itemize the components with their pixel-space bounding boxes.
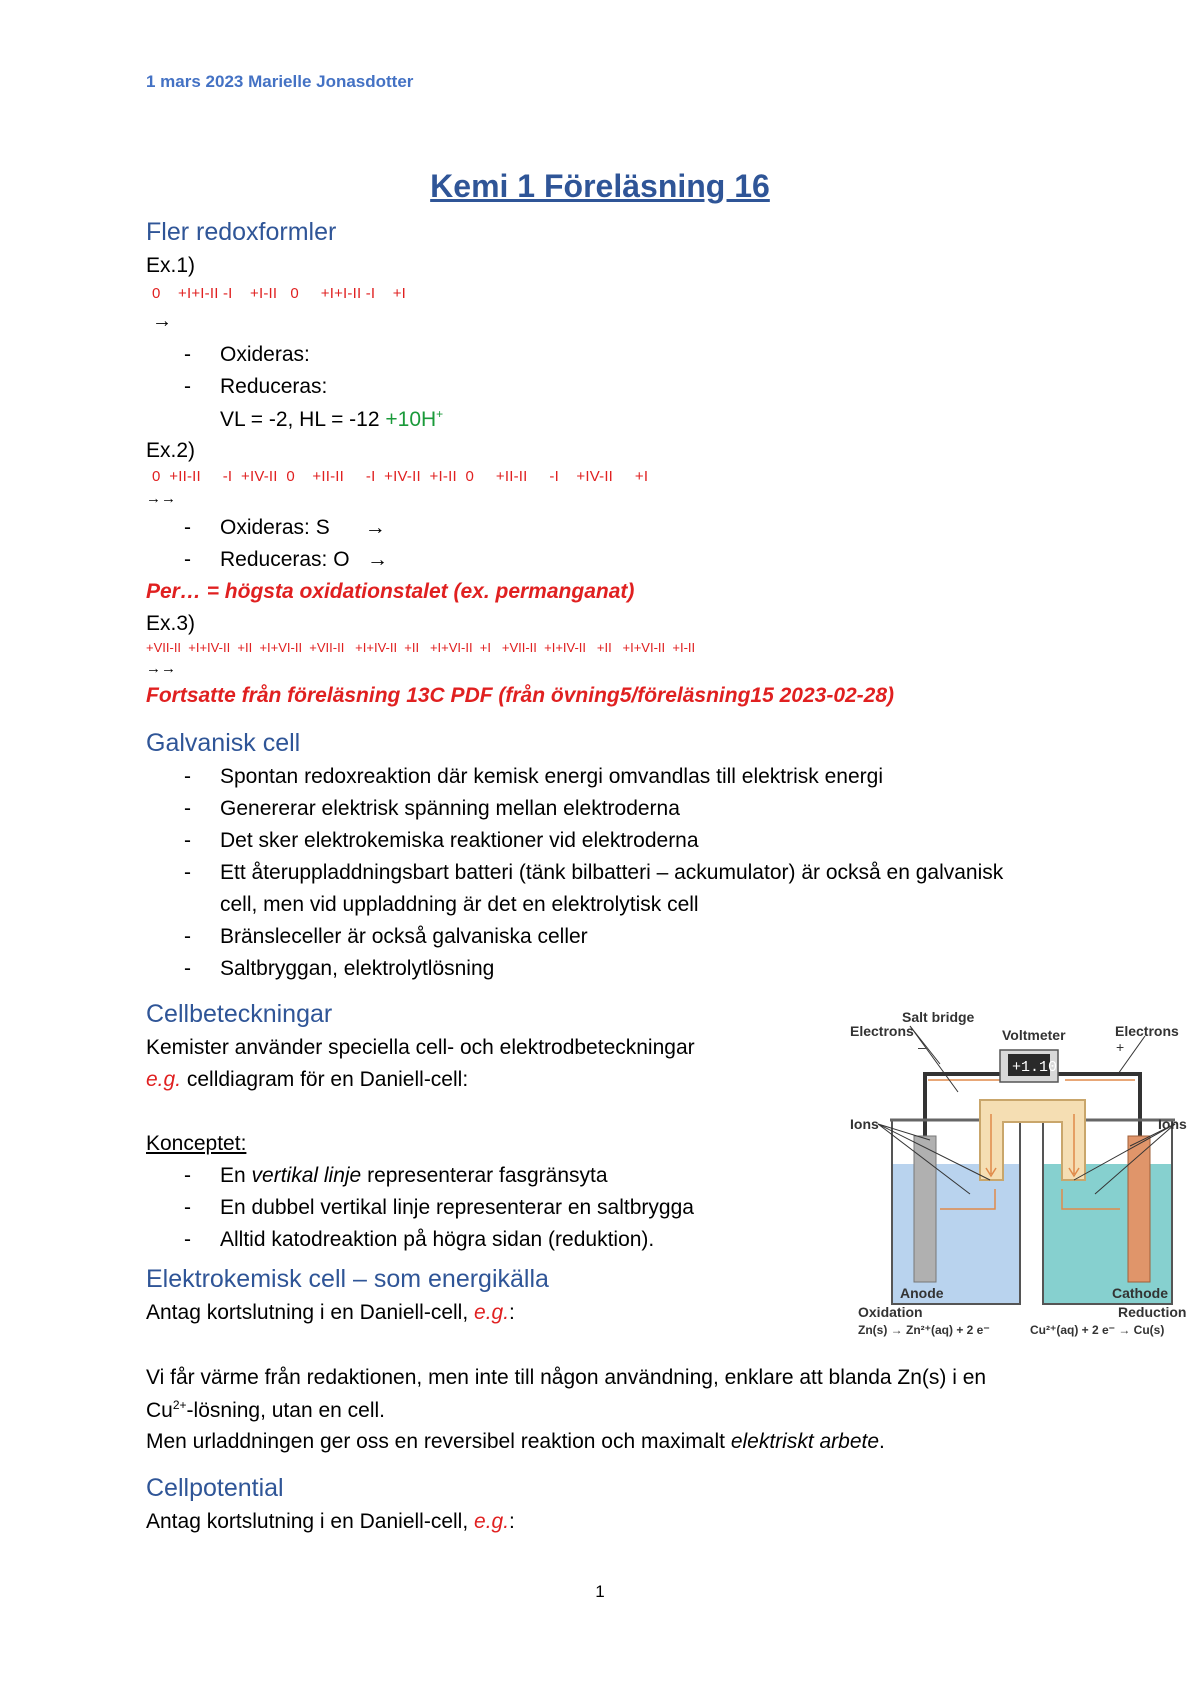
s4-line1-post: : bbox=[509, 1301, 515, 1324]
concept-label: Konceptet: bbox=[146, 1132, 247, 1155]
concept-item-it: vertikal linje bbox=[251, 1164, 362, 1187]
heading-cellpotential: Cellpotential bbox=[146, 1474, 284, 1502]
concept-item-pre: En dubbel vertikal linje representerar en saltbrygga bbox=[220, 1196, 694, 1219]
bullet-dash: - bbox=[184, 765, 191, 788]
vl-hl-text: VL = -2, HL = -12 bbox=[220, 408, 386, 431]
ex1-arrow: → bbox=[152, 310, 172, 332]
bullet-dash: - bbox=[184, 375, 191, 398]
ex2-reduceras: Reduceras: O → bbox=[220, 548, 389, 571]
ex2-label: Ex.2) bbox=[146, 439, 196, 462]
heading-galvanisk-cell: Galvanisk cell bbox=[146, 729, 301, 757]
continued-note: Fortsatte från föreläsning 13C PDF (från övning5/föreläsning15 2023-02-28) bbox=[146, 684, 895, 707]
bullet-dash: - bbox=[184, 548, 191, 571]
s4-p2-pre: Cu bbox=[146, 1399, 173, 1422]
bullet-dash: - bbox=[184, 797, 191, 820]
electrons-right-label: Electrons bbox=[1115, 1023, 1179, 1039]
concept-list-item bbox=[220, 1228, 654, 1252]
bullet-dash: - bbox=[184, 957, 191, 980]
ex2-oxidation-numbers: 0 +II-II -I +IV-II 0 +II-II -I +IV-II +I-II 0 +II-II -I +IV-II +I bbox=[152, 468, 649, 485]
s4-p3-post: . bbox=[879, 1430, 885, 1453]
bullet-dash: - bbox=[184, 1228, 191, 1251]
concept-item-pre: En bbox=[220, 1164, 252, 1187]
s5-line1-pre: Antag kortslutning i en Daniell-cell, bbox=[146, 1510, 475, 1533]
heading-redox: Fler redoxformler bbox=[146, 218, 337, 246]
oxidation-equation: Zn(s) → Zn²⁺(aq) + 2 e⁻ bbox=[858, 1323, 990, 1337]
bullet-dash: - bbox=[184, 1196, 191, 1219]
s4-p3-pre: Men urladdningen ger oss en reversibel reaktion och maximalt bbox=[146, 1430, 731, 1453]
s4-p3 bbox=[146, 1430, 885, 1454]
cathode-electrode bbox=[1128, 1136, 1150, 1282]
eg-red: e.g. bbox=[146, 1068, 182, 1091]
voltmeter-label: Voltmeter bbox=[1002, 1027, 1066, 1043]
galvanic-cell-figure bbox=[850, 1004, 1200, 1337]
ex1-reduceras: Reduceras: bbox=[220, 375, 328, 398]
plus-sign: + bbox=[1116, 1039, 1125, 1055]
anode-label: Anode bbox=[900, 1285, 944, 1301]
ex3-oxidation-numbers: +VII-II +I+IV-II +II +I+VI-II +VII-II +I+IV-II +II +I+VI-II +I +VII-II +I+IV-II +II +I+VI-II +I-II bbox=[146, 640, 696, 655]
s4-p2-sup: 2+ bbox=[172, 1398, 187, 1412]
galvanic-list-item: Det sker elektrokemiska reaktioner vid elektroderna bbox=[220, 829, 699, 852]
s4-p2 bbox=[146, 1398, 385, 1423]
bullet-dash: - bbox=[184, 861, 191, 884]
ex2-arrows: →→ bbox=[146, 490, 176, 507]
oxidation-label: Oxidation bbox=[858, 1304, 923, 1320]
heading-cellbeteckningar: Cellbeteckningar bbox=[146, 1000, 333, 1028]
concept-list-item bbox=[220, 1164, 608, 1188]
ex1-vl-hl bbox=[220, 407, 443, 432]
ex1-label: Ex.1) bbox=[146, 254, 196, 277]
ions-right-label: Ions bbox=[1158, 1116, 1187, 1132]
salt-bridge-pointer bbox=[910, 1026, 958, 1092]
cellbeteckningar-line1: Kemister använder speciella cell- och elektrodbeteckningar bbox=[146, 1036, 695, 1059]
concept-list-item bbox=[220, 1196, 694, 1220]
left-solution bbox=[893, 1164, 1019, 1303]
s5-line1-post: : bbox=[509, 1510, 515, 1533]
ions-left-label: Ions bbox=[850, 1116, 879, 1132]
cathode-label: Cathode bbox=[1112, 1285, 1168, 1301]
right-solution bbox=[1044, 1164, 1171, 1303]
vl-hl-sup: + bbox=[436, 407, 444, 421]
galvanic-list-item: Bränsleceller är också galvaniska celler bbox=[220, 925, 588, 948]
heading-elektrokemisk-cell: Elektrokemisk cell – som energikälla bbox=[146, 1265, 549, 1293]
ex1-oxidation-numbers: 0 +I+I-II -I +I-II 0 +I+I-II -I +I bbox=[152, 285, 407, 302]
page-title: Kemi 1 Föreläsning 16 bbox=[430, 168, 770, 204]
bullet-dash: - bbox=[184, 516, 191, 539]
ex3-arrows: →→ bbox=[146, 660, 176, 677]
cellbeteckningar-line2 bbox=[146, 1068, 468, 1092]
ex1-oxideras: Oxideras: bbox=[220, 343, 310, 366]
ex3-label: Ex.3) bbox=[146, 612, 196, 635]
galvanic-list-item: Spontan redoxreaktion där kemisk energi omvandlas till elektrisk energi bbox=[220, 765, 883, 788]
bullet-dash: - bbox=[184, 343, 191, 366]
s4-p2-post: -lösning, utan en cell. bbox=[186, 1399, 386, 1422]
ex2-oxideras: Oxideras: S → bbox=[220, 516, 386, 539]
bullet-dash: - bbox=[184, 925, 191, 948]
galvanic-list-item: Ett återuppladdningsbart batteri (tänk bilbatteri – ackumulator) är också en galvanisk bbox=[220, 861, 1004, 884]
per-note: Per… = högsta oxidationstalet (ex. permanganat) bbox=[146, 580, 635, 603]
ions-pointer bbox=[878, 1124, 930, 1140]
reduction-equation: Cu²⁺(aq) + 2 e⁻ → Cu(s) bbox=[1030, 1323, 1165, 1337]
bullet-dash: - bbox=[184, 829, 191, 852]
reduction-label: Reduction bbox=[1118, 1304, 1187, 1320]
line2-rest: celldiagram för en Daniell-cell: bbox=[181, 1068, 469, 1091]
page-number: 1 bbox=[595, 1582, 605, 1601]
concept-item-post: representerar fasgränsyta bbox=[361, 1164, 608, 1187]
galvanic-list-item: Saltbryggan, elektrolytlösning bbox=[220, 957, 495, 980]
concept-item-pre: Alltid katodreaktion på högra sidan (reduktion). bbox=[220, 1228, 655, 1251]
s5-line1 bbox=[146, 1510, 515, 1534]
s4-p3-it: elektriskt arbete bbox=[730, 1430, 880, 1453]
s5-eg: e.g. bbox=[474, 1510, 510, 1533]
galvanic-list-item: cell, men vid uppladdning är det en elektrolytisk cell bbox=[220, 893, 699, 916]
voltmeter-reading: +1.10 bbox=[1012, 1059, 1058, 1076]
vl-hl-green: +10H bbox=[385, 408, 437, 431]
minus-sign: – bbox=[918, 1039, 926, 1055]
bullet-dash: - bbox=[184, 1164, 191, 1187]
s4-line1 bbox=[146, 1301, 515, 1325]
page-header: 1 mars 2023 Marielle Jonasdotter bbox=[146, 72, 414, 91]
anode-electrode bbox=[914, 1136, 936, 1282]
s4-eg: e.g. bbox=[474, 1301, 510, 1324]
s4-line1-pre: Antag kortslutning i en Daniell-cell, bbox=[146, 1301, 475, 1324]
salt-bridge-label: Salt bridge bbox=[902, 1009, 975, 1025]
galvanic-list-item: Genererar elektrisk spänning mellan elektroderna bbox=[220, 797, 680, 820]
electrons-left-label: Electrons bbox=[850, 1023, 914, 1039]
s4-p1: Vi får värme från redaktionen, men inte till någon användning, enklare att blanda Zn(s) i en bbox=[146, 1366, 987, 1389]
